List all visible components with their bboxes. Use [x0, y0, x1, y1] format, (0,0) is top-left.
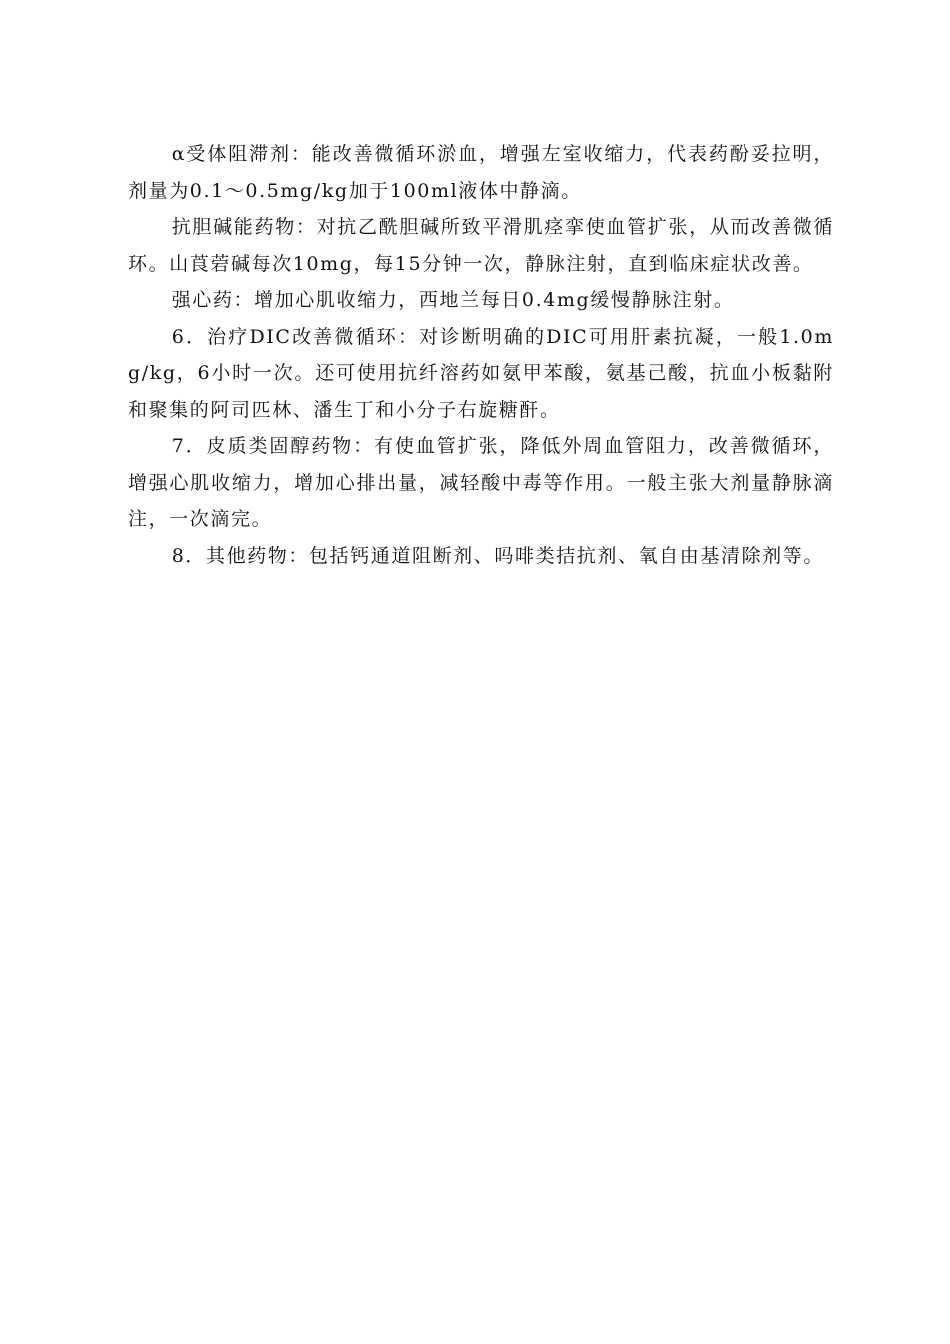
paragraph-corticosteroids: 7．皮质类固醇药物：有使血管扩张，降低外周血管阻力，改善微循环，增强心肌收缩力，增加心排出量，减轻酸中毒等作用。一般主张大剂量静脉滴注，一次滴完。: [128, 435, 834, 530]
paragraph-cardiotonic: 强心药：增加心肌收缩力，西地兰每日0.4mg缓慢静脉注射。: [171, 289, 735, 311]
paragraph-dic-treatment: 6．治疗DIC改善微循环：对诊断明确的DIC可用肝素抗凝，一般1.0mg/kg，6小时一次。还可使用抗纤溶药如氨甲苯酸，氨基己酸，抗血小板黏附和聚集的阿司匹林、潘生丁和小分子右旋糖酐。: [128, 325, 834, 421]
paragraph-other-drugs: 8．其他药物：包括钙通道阻断剂、吗啡类拮抗剂、氧自由基清除剂等。: [171, 544, 824, 567]
paragraph-alpha-blocker: α受体阻滞剂：能改善微循环淤血，增强左室收缩力，代表药酚妥拉明，剂量为0.1～0.5mg/kg加于100ml液体中静滴。: [128, 143, 834, 202]
paragraph-anticholinergic: 抗胆碱能药物：对抗乙酰胆碱所致平滑肌痉挛使血管扩张，从而改善微循环。山莨菪碱每次10mg，每15分钟一次，静脉注射，直到临床症状改善。: [128, 216, 834, 275]
document-body: [128, 136, 834, 574]
